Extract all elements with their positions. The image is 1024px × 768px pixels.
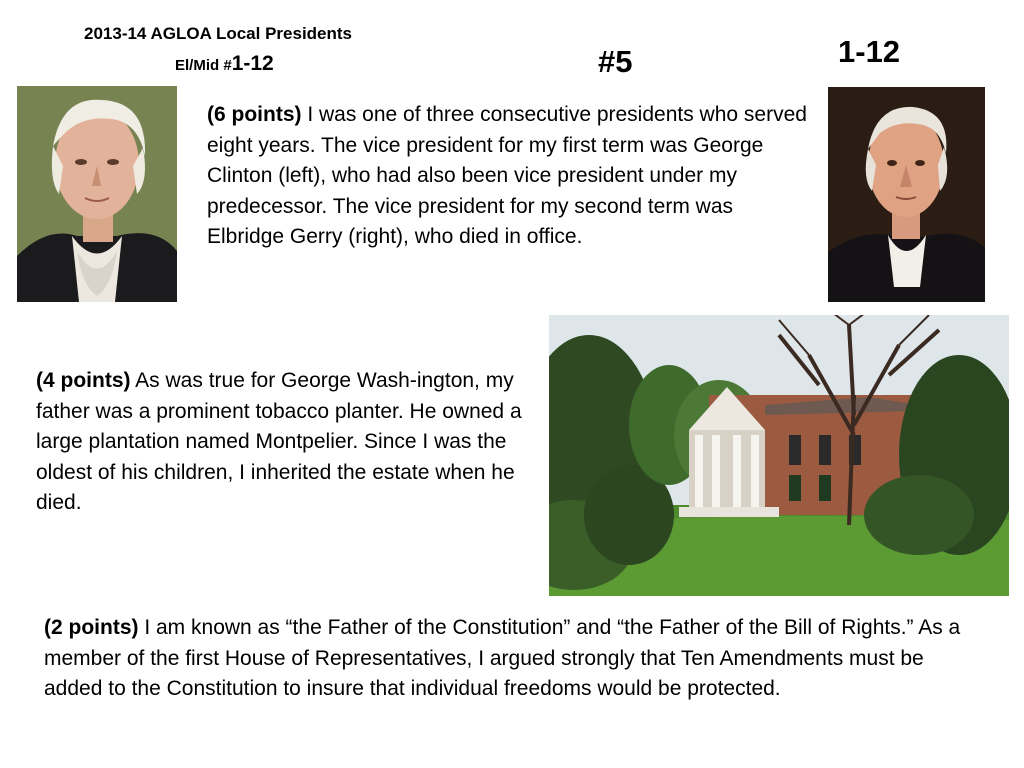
clue-points-label: (2 points) — [44, 616, 139, 639]
clue-text: I was one of three consecutive presidents who served eight years. The vice president for my first term was George Clinton (left), who had also been vice president under my predecessor. The vice president for my second term was Elbridge Gerry (right), who died in office. — [207, 103, 807, 248]
question-number: #5 — [598, 44, 633, 79]
clue-points-label: (4 points) — [36, 369, 131, 392]
portrait-george-clinton — [17, 86, 177, 302]
clue-text: I am known as “the Father of the Constitution” and “the Father of the Bill of Rights.” As a member of the first House of Representatives, I argued strongly that Ten Amendments must be added to the Constitution to insure that individual freedoms would be protected. — [44, 616, 961, 700]
clue-points-label: (6 points) — [207, 103, 302, 126]
portrait-elbridge-gerry — [828, 87, 985, 302]
grade-range: 1-12 — [838, 34, 901, 69]
header-title: 2013-14 AGLOA Local Presidents — [84, 24, 353, 43]
division-prefix: El/Mid # — [175, 57, 232, 74]
montpelier-photo — [549, 315, 1009, 596]
division-label — [175, 52, 274, 76]
clue-two-points — [44, 613, 964, 705]
clue-text: As was true for George Wash-ington, my father was a prominent tobacco planter. He owned a large plantation named Montpelier. Since I was the oldest of his children, I inherited the estate when he died. — [36, 369, 522, 514]
clue-six-points — [207, 100, 807, 253]
clue-four-points — [36, 366, 531, 519]
division-range: 1-12 — [231, 52, 274, 75]
